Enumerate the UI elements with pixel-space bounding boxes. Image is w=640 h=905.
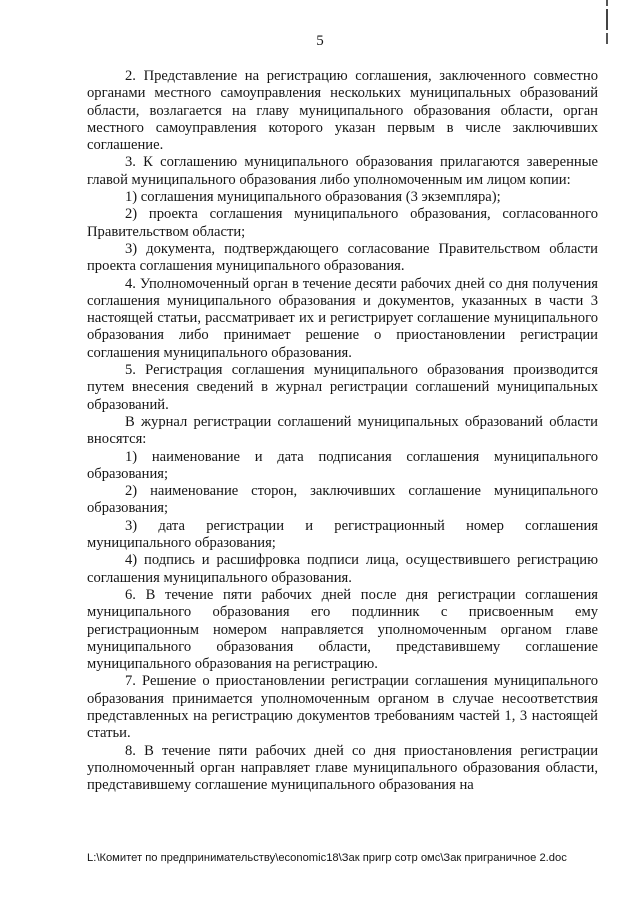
- paragraph-3-attachments: 3. К соглашению муниципального образования прилагаются заверенные главой муниципального образования либо уполномоченным им лицом копии:: [87, 154, 598, 188]
- paragraph-6-return: 6. В течение пяти рабочих дней после дня регистрации соглашения муниципального образования его подлинник с присвоенным ему регистрационным номером направляется уполномоченным органом главе муниципального образования области, представившему соглашение муниципального образования на регистрацию.: [87, 586, 598, 673]
- list-item-3-2: 2) проекта соглашения муниципального образования, согласованного Правительством области;: [87, 206, 598, 240]
- list-item-journal-2: 2) наименование сторон, заключивших соглашение муниципального образования;: [87, 483, 598, 517]
- paragraph-5-registration: 5. Регистрация соглашения муниципального образования производится путем внесения сведений в журнал регистрации соглашений муниципальных образований.: [87, 362, 598, 413]
- paragraph-journal-intro: В журнал регистрации соглашений муниципальных образований области вносятся:: [87, 413, 598, 448]
- list-item-journal-3: 3) дата регистрации и регистрационный номер соглашения муниципального образования;: [87, 517, 598, 552]
- paragraph-7-suspension: 7. Решение о приостановлении регистрации соглашения муниципального образования принимается уполномоченным органом в случае несоответствия представленных на регистрацию документов требованиям частей 1, 3 настоящей статьи.: [87, 673, 598, 742]
- paragraph-8-notice: 8. В течение пяти рабочих дней со дня приостановления регистрации уполномоченный орган направляет главе муниципального образования области, представившему соглашение муниципального образования на: [87, 742, 598, 794]
- list-item-3-3: 3) документа, подтверждающего согласование Правительством области проекта соглашения муниципального образования.: [87, 240, 598, 275]
- document-body: [87, 68, 598, 794]
- list-item-journal-4: 4) подпись и расшифровка подписи лица, осуществившего регистрацию соглашения муниципального образования.: [87, 552, 598, 586]
- paragraph-2-submission: 2. Представление на регистрацию соглашения, заключенного совместно органами местного самоуправления нескольких муниципальных образований области, возлагается на главу муниципального образования области, орган местного самоуправления которого указан первым в числе заключивших соглашение.: [87, 68, 598, 154]
- footer-file-path: L:\Комитет по предпринимательству\economic18\Зак пригр сотр омс\Зак приграничное 2.doc: [87, 852, 567, 864]
- list-item-3-1: 1) соглашения муниципального образования (3 экземпляра);: [125, 189, 501, 206]
- list-item-journal-1: 1) наименование и дата подписания соглашения муниципального образования;: [87, 448, 598, 482]
- page-number: 5: [316, 33, 324, 49]
- paragraph-4-review: 4. Уполномоченный орган в течение десяти рабочих дней со дня получения соглашения муниципального образования и документов, указанных в части 3 настоящей статьи, рассматривает их и регистрирует соглашение муниципального образования либо принимает решение о приостановлении регистрации соглашения муниципального образования.: [87, 275, 598, 361]
